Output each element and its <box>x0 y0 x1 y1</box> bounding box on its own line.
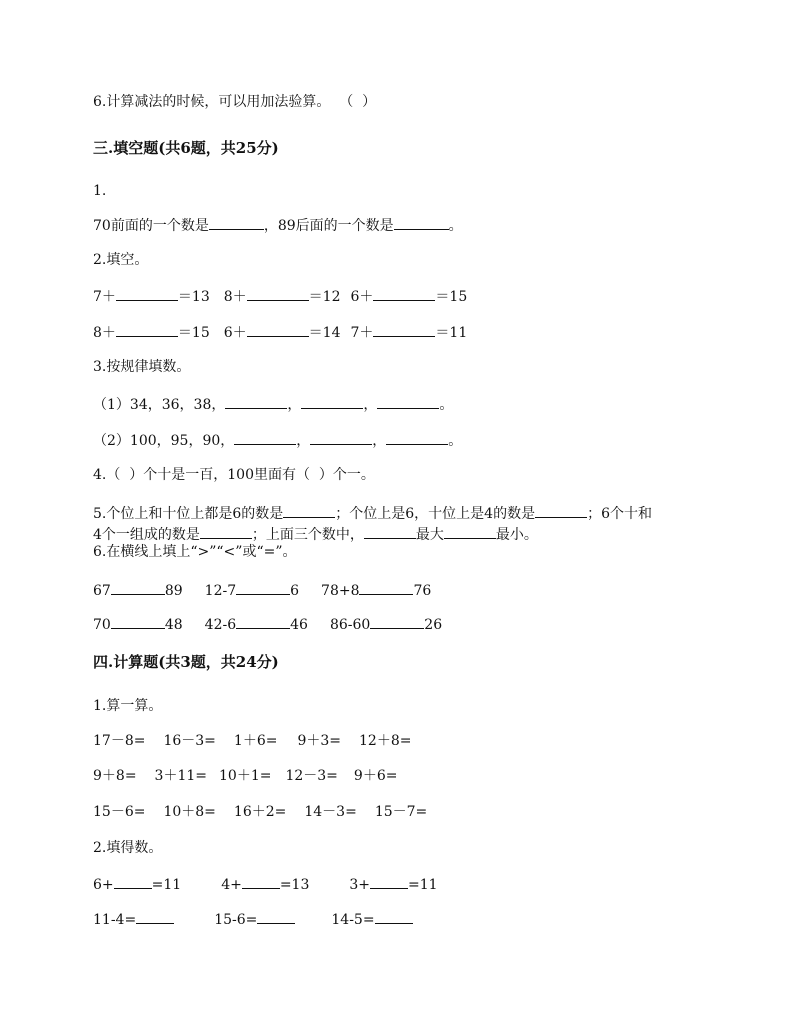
fill-question-5-line-1: 5.个位上和十位上都是6的数是 ；个位上是6，十位上是4的数是 ；6个十和 <box>93 503 652 523</box>
fill-question-1: 70前面的一个数是 ，89后面的一个数是 。 <box>93 215 463 235</box>
calc-row-1: 17－8= 16－3= 1＋6= 9＋3= 12＋8= <box>93 733 412 749</box>
answer-blank[interactable] <box>242 874 280 889</box>
fill-question-3-label: 3.按规律填数。 <box>93 359 191 375</box>
answer-blank[interactable] <box>236 580 290 595</box>
answer-blank[interactable] <box>111 580 165 595</box>
answer-blank[interactable] <box>301 394 363 409</box>
calc-question-1-label: 1.算一算。 <box>93 698 163 714</box>
answer-blank[interactable] <box>364 524 416 539</box>
true-false-question-6: 6.计算减法的时候，可以用加法验算。 （ ） <box>93 94 377 110</box>
answer-blank[interactable] <box>116 286 178 301</box>
answer-blank[interactable] <box>116 322 178 337</box>
section-3-title: 三.填空题(共6题，共25分) <box>93 139 279 157</box>
fill-result-row-2: 11-4= 15-6= 14-5= <box>93 909 413 929</box>
answer-blank[interactable] <box>535 503 587 518</box>
answer-blank[interactable] <box>225 394 287 409</box>
answer-blank[interactable] <box>377 394 439 409</box>
answer-blank[interactable] <box>370 614 424 629</box>
fill-question-3-row-1: （1）34，36，38， ， ， 。 <box>93 394 453 414</box>
answer-blank[interactable] <box>373 322 435 337</box>
answer-blank[interactable] <box>114 874 152 889</box>
calc-row-3: 15－6= 10＋8= 16＋2= 14－3= 15－7= <box>93 804 428 820</box>
calc-question-2-label: 2.填得数。 <box>93 840 163 856</box>
fill-result-row-1: 6+ =11 4+ =13 3+ =11 <box>93 874 438 894</box>
answer-blank[interactable] <box>310 430 372 445</box>
answer-blank[interactable] <box>386 430 448 445</box>
answer-blank[interactable] <box>373 286 435 301</box>
compare-row-1: 67 89 12-7 6 78+8 76 <box>93 580 431 600</box>
fill-question-2-row-1: 7＋ ＝13 8＋ ＝12 6＋ ＝15 <box>93 286 467 306</box>
fill-question-4: 4.（ ）个十是一百，100里面有（ ）个一。 <box>93 467 375 483</box>
fill-question-3-row-2: （2）100，95，90， ， ， 。 <box>93 430 462 450</box>
answer-blank[interactable] <box>111 614 165 629</box>
answer-blank[interactable] <box>394 215 449 230</box>
answer-blank[interactable] <box>234 430 296 445</box>
answer-blank[interactable] <box>359 580 413 595</box>
answer-blank[interactable] <box>444 524 496 539</box>
section-4-title: 四.计算题(共3题，共24分) <box>93 653 279 671</box>
answer-blank[interactable] <box>247 286 309 301</box>
fill-question-2-row-2: 8＋ ＝15 6＋ ＝14 7＋ ＝11 <box>93 322 467 342</box>
calc-row-2: 9＋8= 3＋11= 10＋1= 12－3= 9＋6= <box>93 768 398 784</box>
answer-blank[interactable] <box>247 322 309 337</box>
answer-blank[interactable] <box>136 909 174 924</box>
fill-question-6-label: 6.在横线上填上“>”“<”或“=”。 <box>93 544 297 560</box>
fill-question-5-line-2: 4个一组成的数是 ；上面三个数中， 最大 最小。 <box>93 524 538 544</box>
fill-question-2-label: 2.填空。 <box>93 252 149 268</box>
answer-blank[interactable] <box>209 215 264 230</box>
answer-blank[interactable] <box>375 909 413 924</box>
fill-question-1-label: 1. <box>93 183 107 199</box>
compare-row-2: 70 48 42-6 46 86-60 26 <box>93 614 442 634</box>
answer-blank[interactable] <box>370 874 408 889</box>
answer-blank[interactable] <box>257 909 295 924</box>
answer-blank[interactable] <box>283 503 335 518</box>
answer-blank[interactable] <box>236 614 290 629</box>
answer-blank[interactable] <box>200 524 252 539</box>
